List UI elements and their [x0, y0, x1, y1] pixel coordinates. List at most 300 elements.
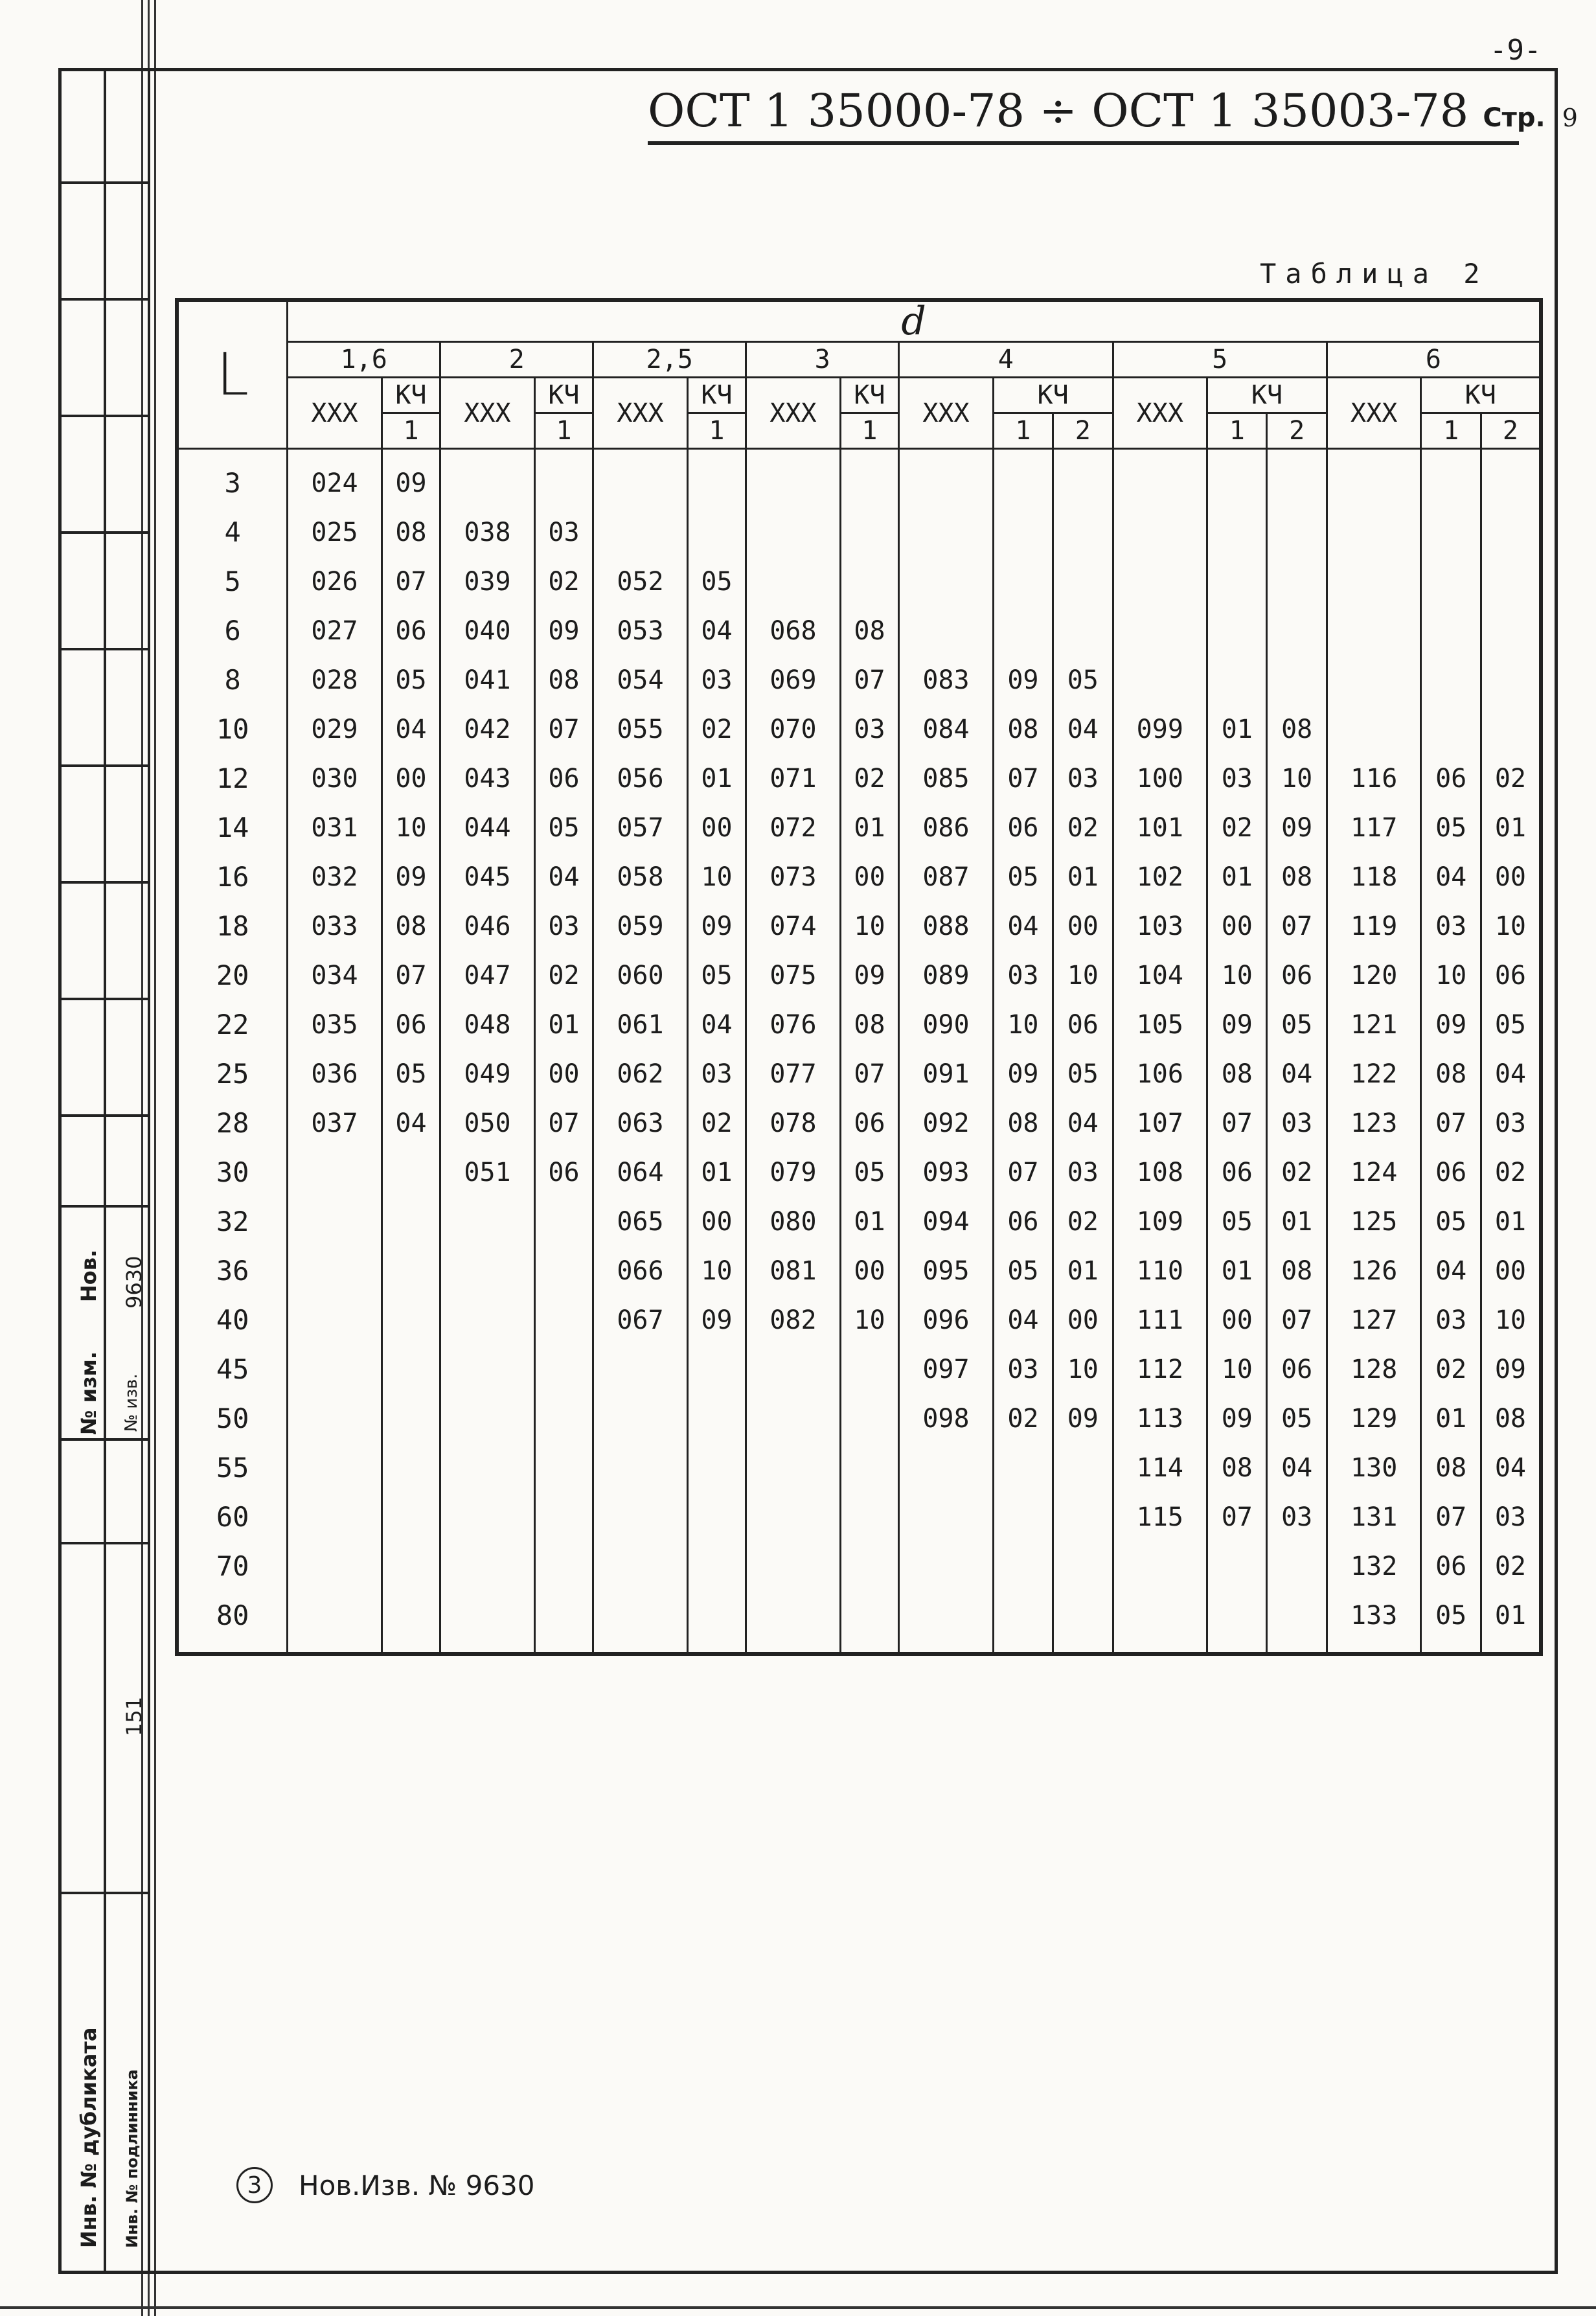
code-cell: 03 [1267, 1493, 1327, 1542]
length-cell: 16 [177, 853, 288, 902]
code-cell [746, 1345, 841, 1394]
code-cell: 06 [1267, 951, 1327, 1000]
code-cell: 00 [1053, 902, 1113, 951]
code-cell [840, 508, 898, 557]
length-cell: 5 [177, 557, 288, 606]
code-cell: 06 [1053, 1000, 1113, 1049]
page-number: -9- [1490, 34, 1542, 67]
code-cell: 02 [993, 1394, 1053, 1443]
code-cell [993, 1493, 1053, 1542]
code-cell: 02 [840, 754, 898, 803]
code-cell: 061 [593, 1000, 688, 1049]
code-cell: 04 [1267, 1443, 1327, 1493]
code-cell: 036 [288, 1049, 382, 1099]
code-cell: 07 [1207, 1099, 1267, 1148]
code-cell [687, 1443, 746, 1493]
stamp-nov-label: Нов. [76, 1249, 101, 1302]
code-cell: 06 [1421, 1542, 1481, 1591]
code-cell: 02 [1481, 754, 1541, 803]
code-cell [382, 1443, 440, 1493]
code-cell: 01 [1481, 1591, 1541, 1654]
code-cell [993, 1591, 1053, 1654]
code-cell: 01 [1481, 803, 1541, 853]
code-cell: 06 [1481, 951, 1541, 1000]
code-cell: 114 [1113, 1443, 1207, 1493]
code-cell [840, 1542, 898, 1591]
code-cell [746, 1542, 841, 1591]
code-cell: 01 [534, 1000, 593, 1049]
code-cell: 10 [382, 803, 440, 853]
code-cell [440, 1591, 535, 1654]
code-cell: 10 [1053, 951, 1113, 1000]
code-cell: 08 [993, 705, 1053, 754]
code-cell [1481, 449, 1541, 509]
designation-table [175, 298, 1543, 1656]
kch-header: КЧ [1421, 378, 1541, 413]
code-cell [1267, 557, 1327, 606]
length-cell: 70 [177, 1542, 288, 1591]
code-cell: 028 [288, 656, 382, 705]
code-cell [993, 606, 1053, 656]
code-cell [1207, 1542, 1267, 1591]
stamp-column-inner [104, 68, 150, 2274]
code-cell: 052 [593, 557, 688, 606]
code-cell: 037 [288, 1099, 382, 1148]
length-cell: 3 [177, 449, 288, 509]
code-cell [1113, 1591, 1207, 1654]
code-cell: 08 [1481, 1394, 1541, 1443]
code-cell: 10 [1421, 951, 1481, 1000]
length-cell: 28 [177, 1099, 288, 1148]
code-cell: 056 [593, 754, 688, 803]
code-cell: 117 [1327, 803, 1421, 853]
code-cell: 07 [534, 705, 593, 754]
code-cell: 08 [382, 508, 440, 557]
code-cell: 051 [440, 1148, 535, 1197]
code-cell: 06 [382, 1000, 440, 1049]
code-cell: 087 [899, 853, 994, 902]
code-cell: 109 [1113, 1197, 1207, 1246]
code-cell: 05 [1267, 1000, 1327, 1049]
code-cell: 03 [1267, 1099, 1327, 1148]
code-cell: 03 [534, 902, 593, 951]
code-cell [382, 1345, 440, 1394]
code-cell: 04 [1421, 853, 1481, 902]
code-cell: 069 [746, 656, 841, 705]
code-cell [1113, 508, 1207, 557]
code-cell: 03 [993, 1345, 1053, 1394]
code-cell [840, 1443, 898, 1493]
code-cell: 10 [1481, 902, 1541, 951]
code-cell: 080 [746, 1197, 841, 1246]
xxx-header: XXX [593, 378, 688, 449]
code-cell: 10 [1207, 951, 1267, 1000]
code-cell: 045 [440, 853, 535, 902]
page-label: Стр. [1483, 103, 1545, 133]
table-row [177, 1443, 1541, 1493]
code-cell: 072 [746, 803, 841, 853]
table-row [177, 754, 1541, 803]
code-cell [746, 1493, 841, 1542]
length-cell: 60 [177, 1493, 288, 1542]
code-cell: 01 [687, 1148, 746, 1197]
length-cell: 36 [177, 1246, 288, 1296]
code-cell [534, 1493, 593, 1542]
code-cell: 093 [899, 1148, 994, 1197]
code-cell: 071 [746, 754, 841, 803]
code-cell: 027 [288, 606, 382, 656]
code-cell: 04 [534, 853, 593, 902]
code-cell: 01 [1053, 853, 1113, 902]
code-cell: 03 [1053, 754, 1113, 803]
code-cell [899, 1493, 994, 1542]
code-cell [440, 449, 535, 509]
code-cell: 05 [1421, 1197, 1481, 1246]
length-cell: 55 [177, 1443, 288, 1493]
code-cell [687, 1345, 746, 1394]
code-cell: 08 [1267, 705, 1327, 754]
code-cell: 107 [1113, 1099, 1207, 1148]
length-cell: 18 [177, 902, 288, 951]
code-cell: 059 [593, 902, 688, 951]
code-cell: 123 [1327, 1099, 1421, 1148]
code-cell: 099 [1113, 705, 1207, 754]
code-cell [534, 1542, 593, 1591]
code-cell [899, 606, 994, 656]
code-cell [1267, 1591, 1327, 1654]
code-cell [534, 1394, 593, 1443]
code-cell [1113, 449, 1207, 509]
code-cell: 070 [746, 705, 841, 754]
code-cell: 00 [1053, 1296, 1113, 1345]
code-cell: 10 [840, 902, 898, 951]
length-cell: 12 [177, 754, 288, 803]
stamp-inv-dup-label: Инв. № дубликата [76, 2027, 101, 2248]
xxx-header: XXX [899, 378, 994, 449]
code-cell [1481, 557, 1541, 606]
code-cell: 09 [534, 606, 593, 656]
stamp-column-outer [62, 68, 106, 2274]
table-row [177, 1394, 1541, 1443]
code-cell [1327, 656, 1421, 705]
code-cell: 02 [534, 951, 593, 1000]
table-row [177, 656, 1541, 705]
code-cell: 068 [746, 606, 841, 656]
code-cell: 09 [1481, 1345, 1541, 1394]
code-cell: 04 [382, 1099, 440, 1148]
code-cell: 097 [899, 1345, 994, 1394]
d-value-header: 4 [899, 342, 1113, 378]
code-cell: 038 [440, 508, 535, 557]
code-cell: 039 [440, 557, 535, 606]
code-cell: 09 [993, 656, 1053, 705]
code-cell: 00 [534, 1049, 593, 1099]
code-cell [687, 1394, 746, 1443]
code-cell [1053, 1443, 1113, 1493]
table-row [177, 1148, 1541, 1197]
code-cell: 07 [1421, 1099, 1481, 1148]
table-row [177, 1099, 1541, 1148]
code-cell [440, 1542, 535, 1591]
code-cell [1481, 606, 1541, 656]
length-cell: 22 [177, 1000, 288, 1049]
code-cell [1113, 656, 1207, 705]
code-cell: 113 [1113, 1394, 1207, 1443]
code-cell [993, 557, 1053, 606]
code-cell: 049 [440, 1049, 535, 1099]
code-cell: 082 [746, 1296, 841, 1345]
kch-sub-header: 1 [1207, 413, 1267, 449]
code-cell: 01 [1207, 1246, 1267, 1296]
code-cell: 09 [687, 1296, 746, 1345]
page-value: 9 [1562, 104, 1578, 132]
code-cell [687, 1542, 746, 1591]
length-cell: 80 [177, 1591, 288, 1654]
length-cell: 50 [177, 1394, 288, 1443]
code-cell: 035 [288, 1000, 382, 1049]
kch-sub-header: 1 [1421, 413, 1481, 449]
code-cell: 084 [899, 705, 994, 754]
code-cell [288, 1394, 382, 1443]
code-cell: 096 [899, 1296, 994, 1345]
code-cell: 055 [593, 705, 688, 754]
code-cell: 02 [1481, 1542, 1541, 1591]
length-cell: 20 [177, 951, 288, 1000]
code-cell [1207, 606, 1267, 656]
table-caption: Таблица 2 [1260, 258, 1489, 290]
code-cell [593, 1394, 688, 1443]
code-cell [1421, 508, 1481, 557]
code-cell: 06 [1421, 754, 1481, 803]
code-cell [382, 1197, 440, 1246]
code-cell [440, 1197, 535, 1246]
code-cell: 01 [1053, 1246, 1113, 1296]
length-cell: 32 [177, 1197, 288, 1246]
bottom-edge-line [0, 2306, 1596, 2309]
code-cell [1207, 508, 1267, 557]
code-cell [534, 1591, 593, 1654]
table-row [177, 1493, 1541, 1542]
kch-header: КЧ [687, 378, 746, 413]
length-cell: 25 [177, 1049, 288, 1099]
code-cell: 094 [899, 1197, 994, 1246]
code-cell: 06 [534, 1148, 593, 1197]
code-cell: 03 [687, 656, 746, 705]
code-cell: 104 [1113, 951, 1207, 1000]
code-cell [534, 1443, 593, 1493]
kch-sub-header: 2 [1481, 413, 1541, 449]
code-cell: 089 [899, 951, 994, 1000]
code-cell: 06 [1267, 1345, 1327, 1394]
code-cell [746, 1443, 841, 1493]
code-cell: 04 [1421, 1246, 1481, 1296]
code-cell: 03 [1481, 1493, 1541, 1542]
code-cell [1053, 1591, 1113, 1654]
code-cell: 09 [1421, 1000, 1481, 1049]
code-cell: 10 [840, 1296, 898, 1345]
code-cell: 08 [534, 656, 593, 705]
code-cell: 050 [440, 1099, 535, 1148]
length-cell: 8 [177, 656, 288, 705]
table-row [177, 1000, 1541, 1049]
kch-sub-header: 1 [382, 413, 440, 449]
code-cell: 09 [1207, 1394, 1267, 1443]
xxx-header: XXX [440, 378, 535, 449]
code-cell: 125 [1327, 1197, 1421, 1246]
code-cell: 029 [288, 705, 382, 754]
code-cell: 02 [534, 557, 593, 606]
code-cell: 01 [687, 754, 746, 803]
code-cell [687, 1591, 746, 1654]
code-cell: 058 [593, 853, 688, 902]
code-cell [440, 1296, 535, 1345]
code-cell: 00 [382, 754, 440, 803]
code-cell [1481, 656, 1541, 705]
code-cell [440, 1394, 535, 1443]
code-cell: 064 [593, 1148, 688, 1197]
code-cell [1327, 449, 1421, 509]
code-cell: 040 [440, 606, 535, 656]
code-cell: 105 [1113, 1000, 1207, 1049]
code-cell: 078 [746, 1099, 841, 1148]
code-cell [899, 1542, 994, 1591]
code-cell: 103 [1113, 902, 1207, 951]
code-cell [687, 1493, 746, 1542]
code-cell: 05 [840, 1148, 898, 1197]
code-cell: 04 [1053, 1099, 1113, 1148]
code-cell: 025 [288, 508, 382, 557]
code-cell: 067 [593, 1296, 688, 1345]
code-cell [440, 1493, 535, 1542]
code-cell [840, 1394, 898, 1443]
code-cell: 081 [746, 1246, 841, 1296]
code-cell [534, 449, 593, 509]
code-cell [1481, 705, 1541, 754]
code-cell: 07 [382, 951, 440, 1000]
length-cell: 10 [177, 705, 288, 754]
code-cell [1267, 1542, 1327, 1591]
kch-sub-header: 1 [534, 413, 593, 449]
code-cell: 026 [288, 557, 382, 606]
code-cell [993, 449, 1053, 509]
code-cell [1207, 656, 1267, 705]
code-cell: 073 [746, 853, 841, 902]
stamp-dup-value: 151 [122, 1696, 146, 1736]
code-cell [534, 1345, 593, 1394]
kch-sub-header: 2 [1267, 413, 1327, 449]
code-cell [899, 449, 994, 509]
code-cell [1053, 1542, 1113, 1591]
code-cell: 09 [840, 951, 898, 1000]
code-cell: 05 [382, 1049, 440, 1099]
code-cell [382, 1246, 440, 1296]
kch-sub-header: 1 [840, 413, 898, 449]
code-cell [840, 1591, 898, 1654]
code-cell: 07 [1267, 902, 1327, 951]
kch-sub-header: 1 [993, 413, 1053, 449]
code-cell: 118 [1327, 853, 1421, 902]
revision-circle: 3 [236, 2167, 273, 2203]
code-cell: 095 [899, 1246, 994, 1296]
code-cell: 08 [840, 1000, 898, 1049]
code-cell: 101 [1113, 803, 1207, 853]
code-cell: 07 [1267, 1296, 1327, 1345]
kch-header: КЧ [1207, 378, 1327, 413]
code-cell: 090 [899, 1000, 994, 1049]
code-cell: 10 [1207, 1345, 1267, 1394]
code-cell [593, 1345, 688, 1394]
code-cell: 06 [1207, 1148, 1267, 1197]
code-cell: 04 [687, 1000, 746, 1049]
code-cell: 05 [1421, 803, 1481, 853]
code-cell: 062 [593, 1049, 688, 1099]
table-row [177, 853, 1541, 902]
code-cell [593, 449, 688, 509]
code-cell [1113, 557, 1207, 606]
code-cell: 09 [1267, 803, 1327, 853]
stamp-inv-podl-label: Инв. № подлинника [123, 2069, 141, 2248]
code-cell: 129 [1327, 1394, 1421, 1443]
d-value-header: 2,5 [593, 342, 746, 378]
code-cell: 09 [687, 902, 746, 951]
code-cell: 02 [1053, 1197, 1113, 1246]
code-cell: 077 [746, 1049, 841, 1099]
code-cell: 00 [1207, 1296, 1267, 1345]
code-cell: 05 [1053, 1049, 1113, 1099]
d-value-header: 1,6 [288, 342, 440, 378]
code-cell: 01 [1207, 853, 1267, 902]
document-heading [648, 84, 1578, 145]
code-cell: 00 [1481, 853, 1541, 902]
code-cell [1053, 508, 1113, 557]
code-cell: 04 [1053, 705, 1113, 754]
code-cell [840, 557, 898, 606]
code-cell [1207, 557, 1267, 606]
code-cell: 08 [1207, 1443, 1267, 1493]
code-cell: 00 [1481, 1246, 1541, 1296]
code-cell [288, 1246, 382, 1296]
code-cell: 108 [1113, 1148, 1207, 1197]
table-row [177, 1591, 1541, 1654]
code-cell: 09 [382, 853, 440, 902]
code-cell [593, 508, 688, 557]
code-cell: 07 [840, 1049, 898, 1099]
code-cell [288, 1197, 382, 1246]
code-cell [1113, 1542, 1207, 1591]
code-cell [746, 508, 841, 557]
code-cell: 111 [1113, 1296, 1207, 1345]
code-cell: 02 [1481, 1148, 1541, 1197]
code-cell: 030 [288, 754, 382, 803]
code-cell: 03 [534, 508, 593, 557]
code-cell: 130 [1327, 1443, 1421, 1493]
code-cell: 10 [1267, 754, 1327, 803]
code-cell: 01 [1421, 1394, 1481, 1443]
code-cell: 122 [1327, 1049, 1421, 1099]
code-cell: 08 [1421, 1443, 1481, 1493]
code-cell: 05 [687, 557, 746, 606]
code-cell [288, 1296, 382, 1345]
code-cell [1053, 557, 1113, 606]
code-cell [1267, 508, 1327, 557]
code-cell [1327, 557, 1421, 606]
code-cell [840, 449, 898, 509]
length-cell: 40 [177, 1296, 288, 1345]
code-cell: 05 [1053, 656, 1113, 705]
xxx-header: XXX [746, 378, 841, 449]
d-header: d [288, 300, 1541, 342]
code-cell: 132 [1327, 1542, 1421, 1591]
